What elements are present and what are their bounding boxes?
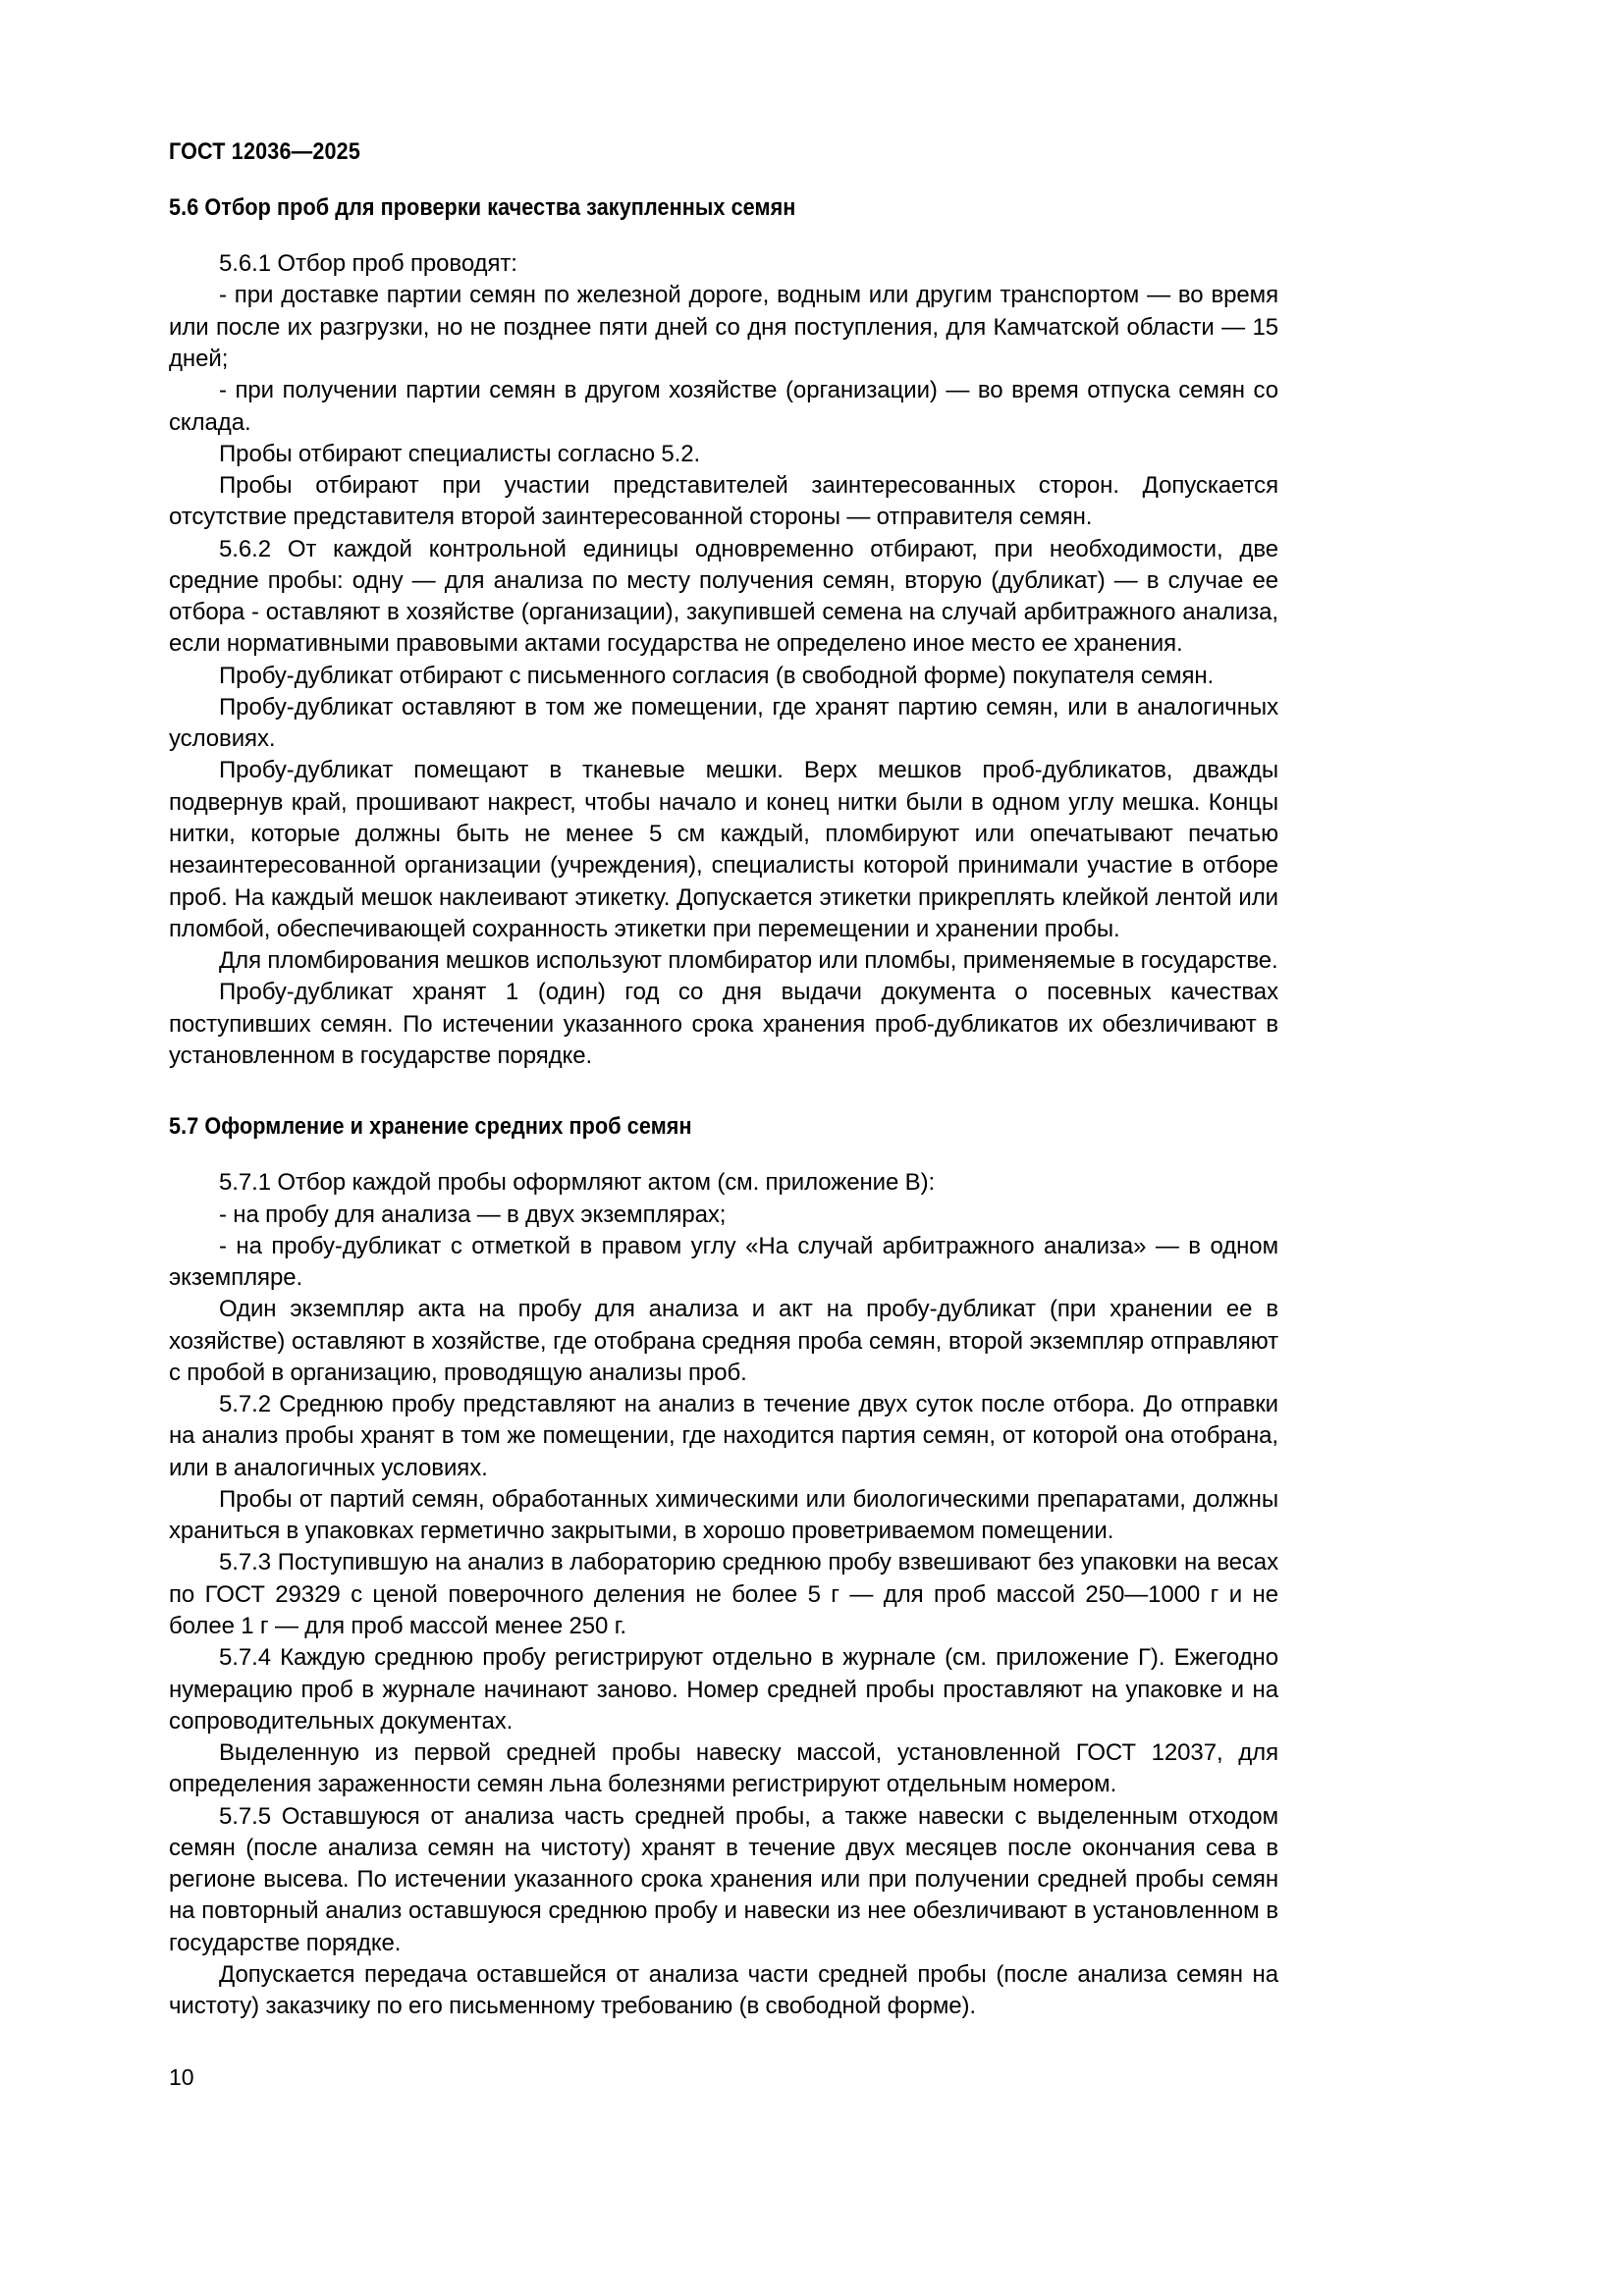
page-number: 10 <box>169 2064 194 2090</box>
section-5-7 <box>169 1111 1278 2022</box>
paragraph: Для пломбирования мешков используют пломбиратор или пломбы, применяемые в государстве. <box>219 947 1278 975</box>
paragraph: Пробу-дубликат оставляют в том же помещении, где хранят партию семян, или в аналогичных условиях. <box>169 693 1278 753</box>
page-content <box>169 192 1278 2022</box>
paragraph: Пробу-дубликат хранят 1 (один) год со дня выдачи документа о посевных качествах поступивших семян. По истечении указанного срока хранения проб-дубликатов их обезличивают в установленном в государстве порядке. <box>169 979 1278 1069</box>
paragraph: - на пробу-дубликат с отметкой в правом углу «На случай арбитражного анализа» — в одном экземпляре. <box>169 1232 1278 1292</box>
paragraph: 5.7.3 Поступившую на анализ в лабораторию среднюю пробу взвешивают без упаковки на весах по ГОСТ 29329 с ценой поверочного деления не более 5 г — для проб массой 250—1000 г и не более 1 г — для проб массой менее 250 г. <box>169 1549 1278 1639</box>
paragraph: 5.7.5 Оставшуюся от анализа часть средней пробы, а также навески с выделенным отходом семян (после анализа семян на чистоту) хранят в течение двух месяцев после окончания сева в регионе высева. По истечении указанного срока хранения или при получении средней пробы семян на повторный анализ оставшуюся среднюю пробу и навески из нее обезличивают в установленном в государстве порядке. <box>169 1802 1278 1956</box>
paragraph: Один экземпляр акта на пробу для анализа и акт на пробу-дубликат (при хранении ее в хозяйстве) оставляют в хозяйстве, где отобрана средняя проба семян, второй экземпляр отправляют с пробой в организацию, проводящую анализы проб. <box>169 1296 1278 1386</box>
page-header: ГОСТ 12036—2025 <box>169 138 361 165</box>
paragraph: Пробы отбирают при участии представителей заинтересованных сторон. Допускается отсутствие представителя второй заинтересованной стороны — отправителя семян. <box>169 472 1278 531</box>
section-5-7-title: 5.7 Оформление и хранение средних проб семян <box>169 1113 692 1141</box>
paragraph: Пробы от партий семян, обработанных химическими или биологическими препаратами, должны храниться в упаковках герметично закрытыми, в хорошо проветриваемом помещении. <box>169 1485 1278 1545</box>
paragraph: 5.6.1 Отбор проб проводят: <box>219 250 517 278</box>
paragraph: 5.6.2 От каждой контрольной единицы одновременно отбирают, при необходимости, две средние пробы: одну — для анализа по месту получения семян, вторую (дубликат) — в случае ее отбора - оставляют в хозяйстве (организации), закупившей семена на случай арбитражного анализа, если нормативными правовыми актами государства не определено иное место ее хранения. <box>169 535 1278 658</box>
paragraph: 5.7.1 Отбор каждой пробы оформляют актом (см. приложение В): <box>219 1169 936 1197</box>
paragraph: Допускается передача оставшейся от анализа части средней пробы (после анализа семян на чистоту) заказчику по его письменному требованию (в свободной форме). <box>169 1960 1278 2020</box>
paragraph: Пробу-дубликат отбирают с письменного согласия (в свободной форме) покупателя семян. <box>219 662 1215 689</box>
section-5-6 <box>169 192 1278 1072</box>
paragraph: Выделенную из первой средней пробы навеску массой, установленной ГОСТ 12037, для определения зараженности семян льна болезнями регистрируют отдельным номером. <box>169 1739 1278 1798</box>
paragraph: 5.7.2 Среднюю пробу представляют на анализ в течение двух суток после отбора. До отправки на анализ пробы хранят в том же помещении, где находится партия семян, от которой она отобрана, или в аналогичных условиях. <box>169 1391 1278 1481</box>
paragraph: - при доставке партии семян по железной дороге, водным или другим транспортом — во время или после их разгрузки, но не позднее пяти дней со дня поступления, для Камчатской области — 15 дней; <box>169 282 1278 372</box>
paragraph: - при получении партии семян в другом хозяйстве (организации) — во время отпуска семян со склада. <box>169 377 1278 436</box>
paragraph: - на пробу для анализа — в двух экземплярах; <box>219 1201 727 1228</box>
paragraph: 5.7.4 Каждую среднюю пробу регистрируют отдельно в журнале (см. приложение Г). Ежегодно нумерацию проб в журнале начинают заново. Номер средней пробы проставляют на упаковке и на сопроводительных документах. <box>169 1644 1278 1735</box>
section-5-6-title: 5.6 Отбор проб для проверки качества закупленных семян <box>169 194 796 221</box>
paragraph: Пробу-дубликат помещают в тканевые мешки. Верх мешков проб-дубликатов, дважды подвернув край, прошивают накрест, чтобы начало и конец нитки были в одном углу мешка. Концы нитки, которые должны быть не менее 5 см каждый, пломбируют или опечатывают печатью незаинтересованной организации (учреждения), специалисты которой принимали участие в отборе проб. На каждый мешок наклеивают этикетку. Допускается этикетки прикреплять клейкой лентой или пломбой, обеспечивающей сохранность этикетки при перемещении и хранении пробы. <box>169 757 1278 942</box>
paragraph: Пробы отбирают специалисты согласно 5.2. <box>219 440 701 467</box>
